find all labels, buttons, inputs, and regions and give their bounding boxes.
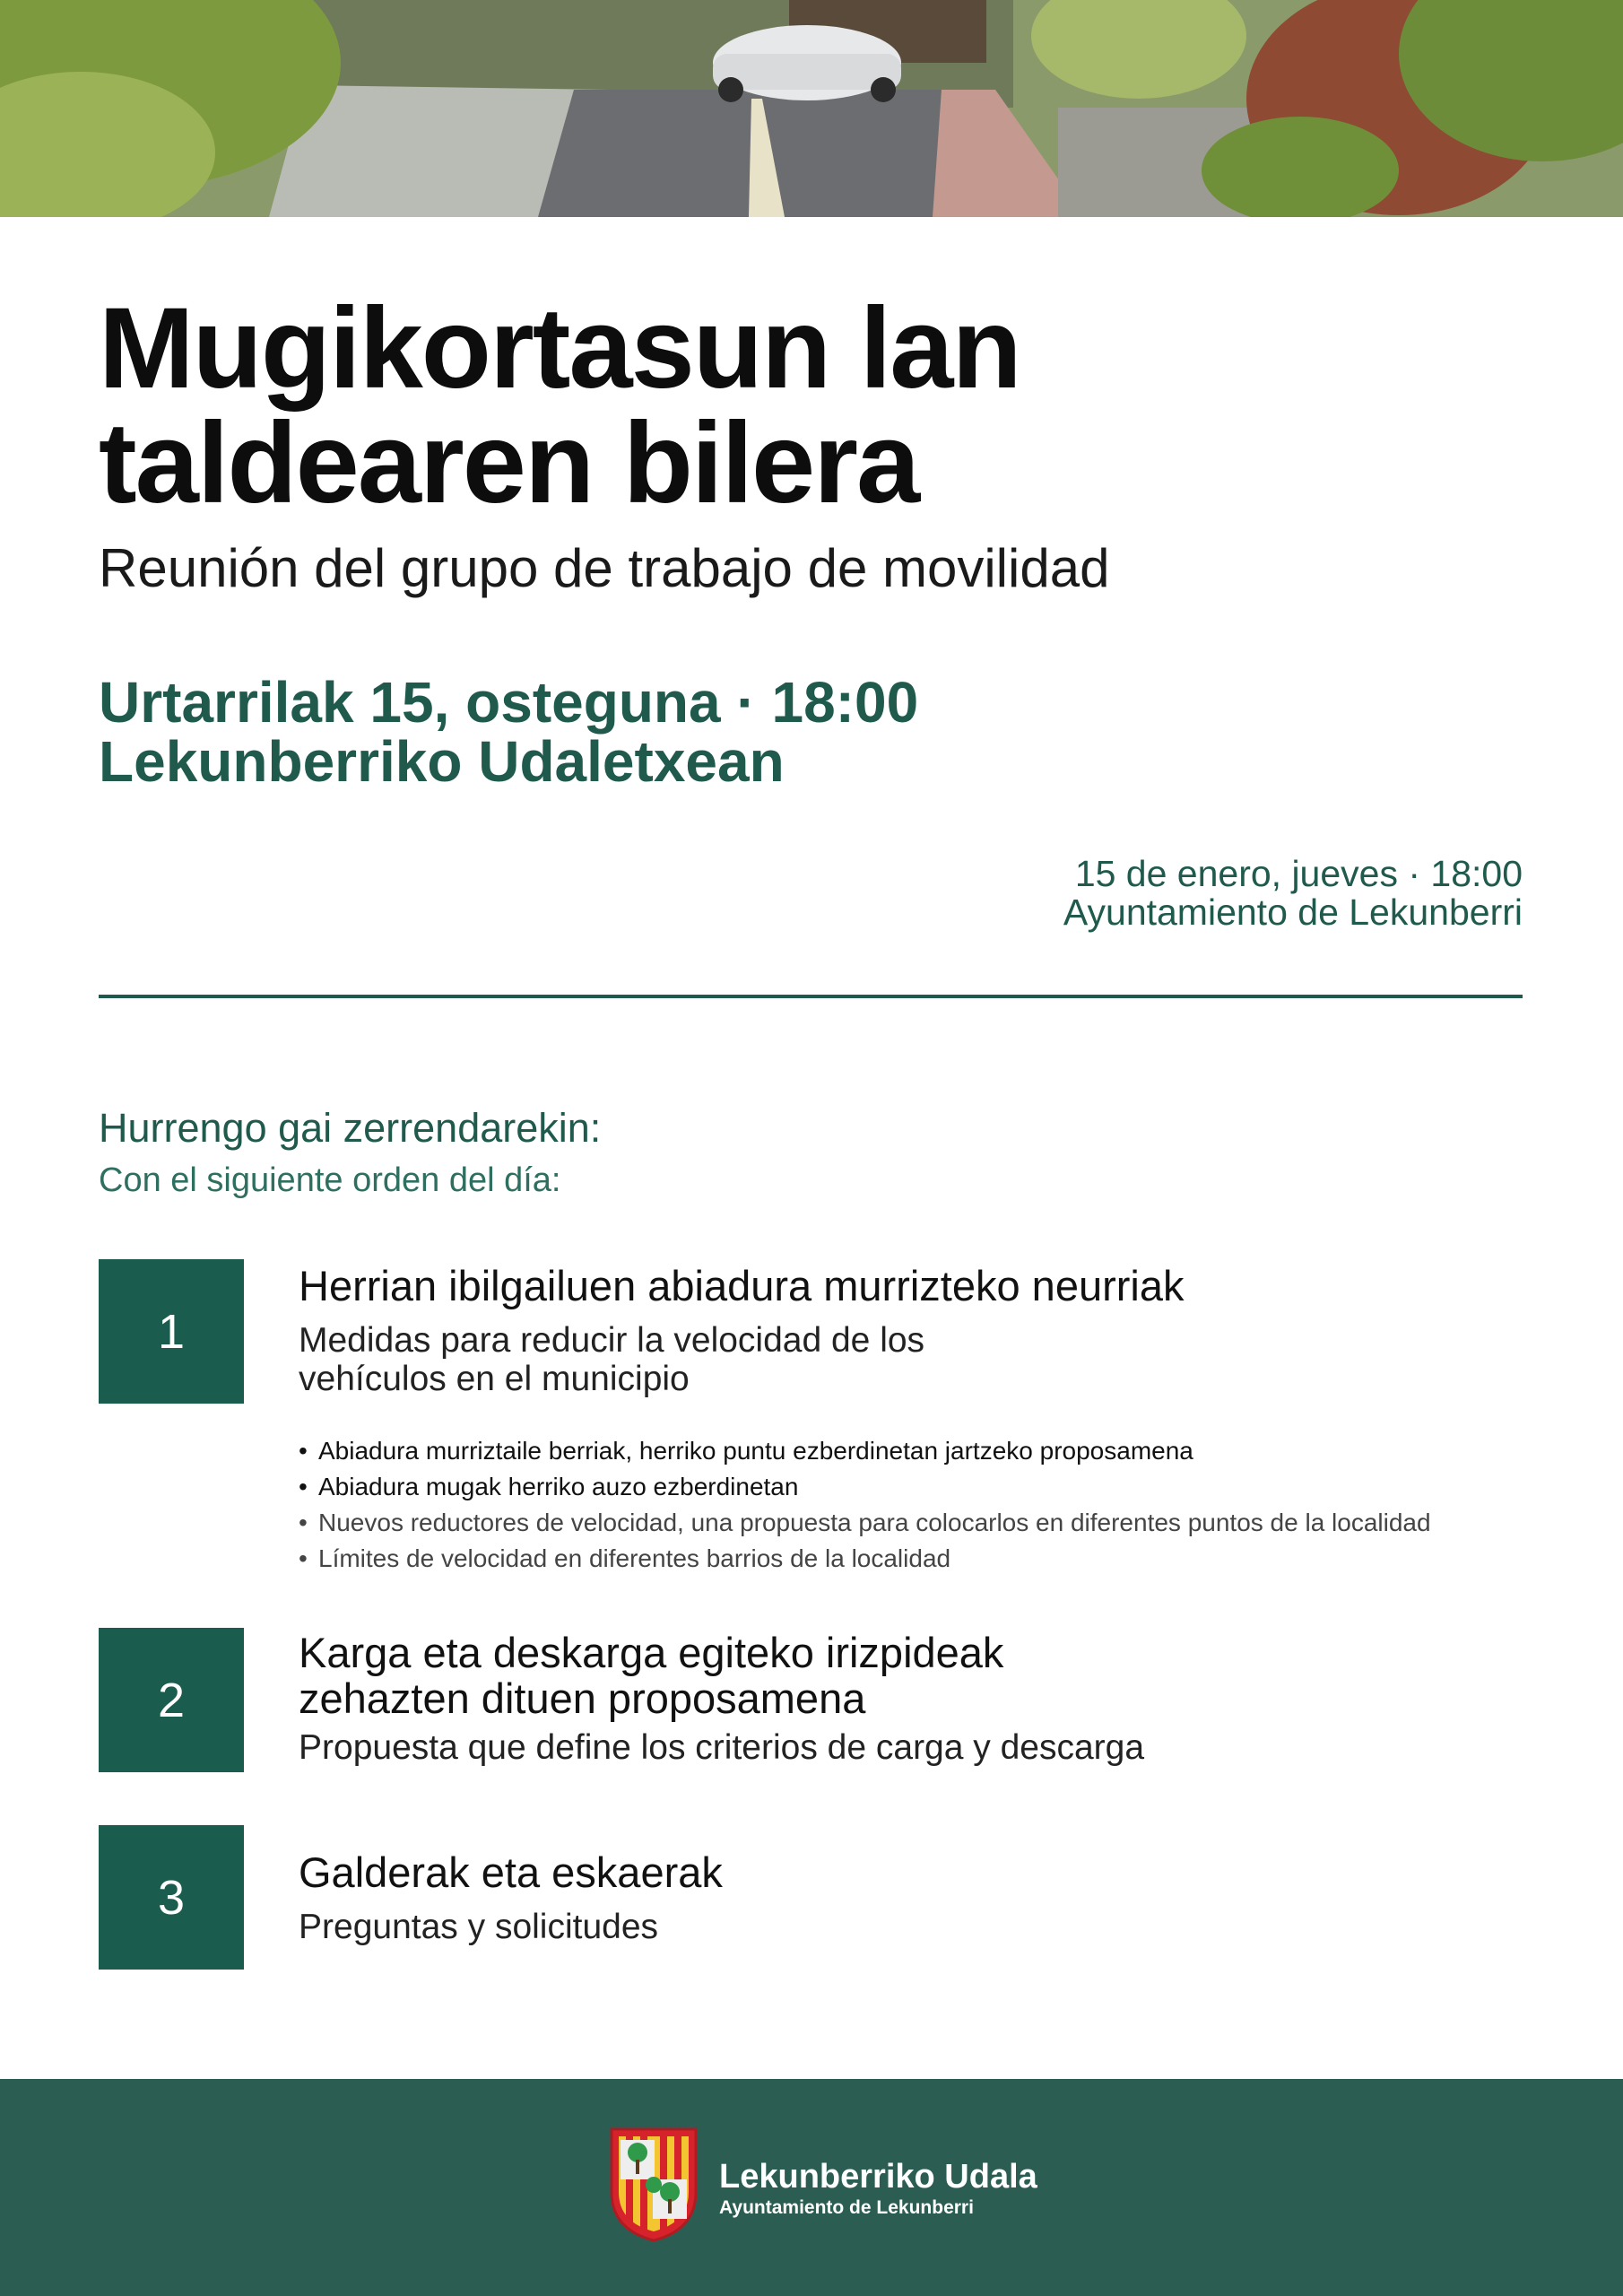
page-title (99, 284, 1020, 527)
agenda-item-subtitle-1 (299, 1321, 924, 1398)
title-line-1: Mugikortasun lan (99, 284, 1020, 413)
agenda-item-subtitle-3 (299, 1908, 658, 1946)
agenda-item-subtitle-line: Medidas para reducir la velocidad de los (299, 1321, 925, 1360)
agenda-item-subtitle-line: Propuesta que define los criterios de carga y descarga (299, 1728, 1145, 1767)
agenda-item-title-3 (299, 1849, 723, 1895)
header-photo (0, 0, 1623, 217)
agenda-heading-eu: Hurrengo gai zerrendarekin: (99, 1105, 602, 1151)
event-place-eu: Lekunberriko Udaletxean (99, 729, 785, 794)
agenda-item-title-2 (299, 1630, 1003, 1721)
footer-org-subtitle: Ayuntamiento de Lekunberri (719, 2197, 974, 2218)
bullet-eu: • Abiadura mugak herriko auzo ezberdinetan (299, 1469, 1431, 1505)
agenda-item-title-line: Galderak eta eskaerak (299, 1848, 723, 1896)
bullet-es: • Límites de velocidad en diferentes barrios de la localidad (299, 1541, 1431, 1577)
agenda-item-number-3: 3 (99, 1825, 244, 1970)
title-line-2: taldearen bilera (99, 399, 919, 527)
agenda-item-subtitle-line: Preguntas y solicitudes (299, 1908, 659, 1946)
agenda-item-subtitle-2 (299, 1728, 1144, 1767)
agenda-item-title-line: Karga eta deskarga egiteko irizpideak (299, 1629, 1004, 1676)
agenda-item-subtitle-line: vehículos en el municipio (299, 1360, 690, 1398)
event-date-eu: Urtarrilak 15, osteguna · 18:00 (99, 670, 919, 735)
agenda-item-1-bullets (299, 1433, 1431, 1577)
municipal-crest-icon (608, 2126, 699, 2244)
event-datetime-eu (99, 670, 919, 794)
footer-org-name: Lekunberriko Udala (719, 2158, 1037, 2196)
event-date-es: 15 de enero, jueves · 18:00 (1074, 853, 1523, 894)
agenda-item-title-line: Herrian ibilgailuen abiadura murrizteko neurriak (299, 1262, 1185, 1309)
bullet-es: • Nuevos reductores de velocidad, una propuesta para colocarlos en diferentes puntos de la localidad (299, 1505, 1431, 1541)
agenda-item-number-2: 2 (99, 1628, 244, 1772)
section-divider (99, 995, 1523, 998)
page-subtitle: Reunión del grupo de trabajo de movilidad (99, 538, 1110, 598)
agenda-item-title-line: zehazten dituen proposamena (299, 1674, 866, 1722)
event-place-es: Ayuntamiento de Lekunberri (1063, 891, 1523, 933)
agenda-heading-es: Con el siguiente orden del día: (99, 1161, 561, 1199)
agenda-item-number-1: 1 (99, 1259, 244, 1404)
event-datetime-es (1063, 855, 1523, 932)
bullet-eu: • Abiadura murriztaile berriak, herriko puntu ezberdinetan jartzeko proposamena (299, 1433, 1431, 1469)
agenda-item-title-1 (299, 1263, 1184, 1309)
